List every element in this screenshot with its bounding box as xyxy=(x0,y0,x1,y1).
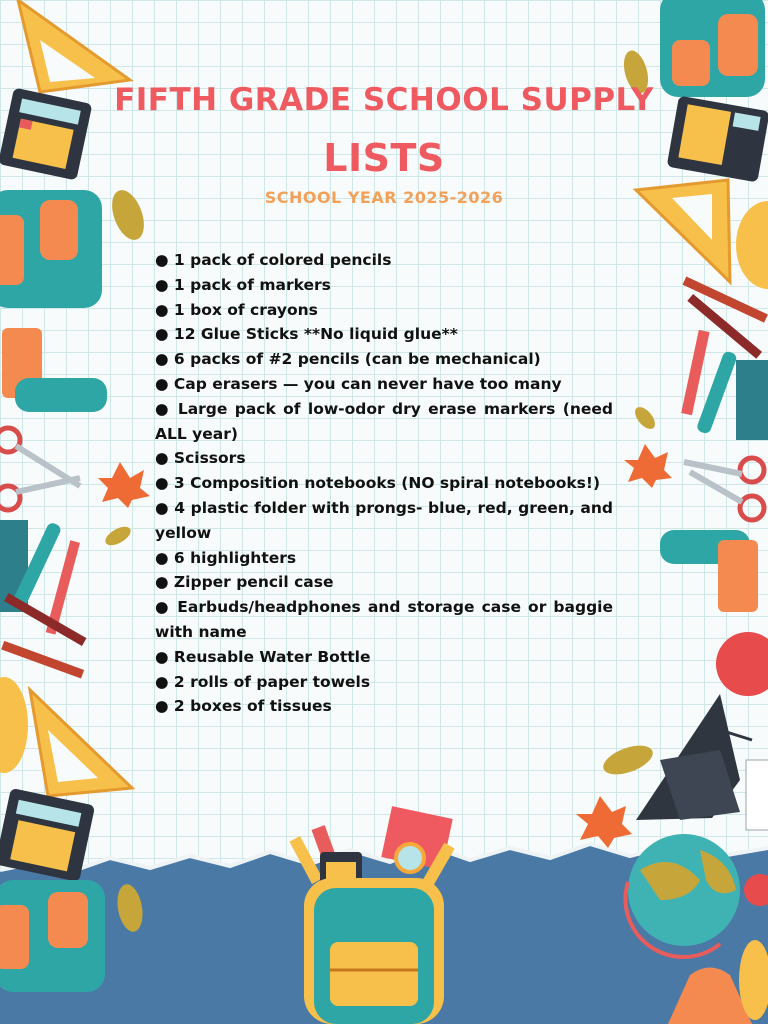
apple-icon xyxy=(744,874,768,906)
apple-icon xyxy=(716,632,768,696)
pencil-icon xyxy=(681,330,709,415)
list-item: ● 1 box of crayons xyxy=(155,300,318,319)
center-backpack-icon xyxy=(289,806,454,1024)
list-item: ● Zipper pencil case xyxy=(155,573,334,592)
leaf-icon xyxy=(599,740,656,780)
calculator-icon xyxy=(667,96,768,183)
maple-leaf-icon xyxy=(98,462,150,508)
list-item: ● 6 packs of #2 pencils (can be mechanical) xyxy=(155,350,541,369)
maple-leaf-icon xyxy=(576,796,632,848)
spiral-notebook-icon xyxy=(746,760,768,830)
list-item: ● 1 pack of markers xyxy=(155,275,331,294)
list-item: ● Cap erasers — you can never have too many xyxy=(155,374,562,393)
list-item: ● 3 Composition notebooks (NO spiral notebooks!) xyxy=(155,474,601,493)
list-item: ● 2 boxes of tissues xyxy=(155,697,332,716)
list-item: ● Earbuds/headphones and storage case or baggie with name xyxy=(155,598,613,641)
school-year-subtitle: SCHOOL YEAR 2025-2026 xyxy=(264,188,504,207)
supply-list xyxy=(155,248,613,719)
calculator-icon xyxy=(0,788,95,882)
page-title: FIFTH GRADE SCHOOL SUPPLY xyxy=(114,82,654,118)
maple-leaf-icon xyxy=(624,444,672,488)
scissors-icon xyxy=(0,428,80,510)
list-item: ● Large pack of low-odor dry erase markers (need ALL year) xyxy=(155,399,613,443)
calculator-icon xyxy=(0,88,92,181)
list-item: ● 4 plastic folder with prongs- blue, red, green, and yellow xyxy=(155,498,613,542)
paintbrush-icon xyxy=(1,641,84,679)
backpack-icon xyxy=(0,880,105,992)
scissors-icon xyxy=(684,458,764,520)
list-item: ● 1 pack of colored pencils xyxy=(155,251,392,269)
graduation-cap-icon xyxy=(636,694,752,820)
notebook-icon xyxy=(736,360,768,440)
globe-icon xyxy=(625,834,740,957)
tape-dispenser-icon xyxy=(2,328,107,412)
page-title-line2: LISTS xyxy=(323,136,445,180)
paint-palette-icon xyxy=(0,677,28,773)
triangle-ruler-icon xyxy=(18,0,130,92)
tape-dispenser-icon xyxy=(660,530,758,612)
list-item: ● Scissors xyxy=(155,449,246,468)
list-item: ● 2 rolls of paper towels xyxy=(155,672,371,691)
leaf-icon xyxy=(114,882,146,933)
triangle-ruler-icon xyxy=(30,690,132,796)
leaf-icon xyxy=(102,523,133,549)
list-item: ● 6 highlighters xyxy=(155,548,297,567)
paint-palette-icon xyxy=(736,201,768,289)
backpack-icon xyxy=(0,190,102,308)
list-item: ● 12 Glue Sticks **No liquid glue** xyxy=(155,325,458,344)
list-item: ● Reusable Water Bottle xyxy=(155,647,371,666)
leaf-icon xyxy=(631,404,658,433)
paintbrush-icon xyxy=(4,593,86,646)
